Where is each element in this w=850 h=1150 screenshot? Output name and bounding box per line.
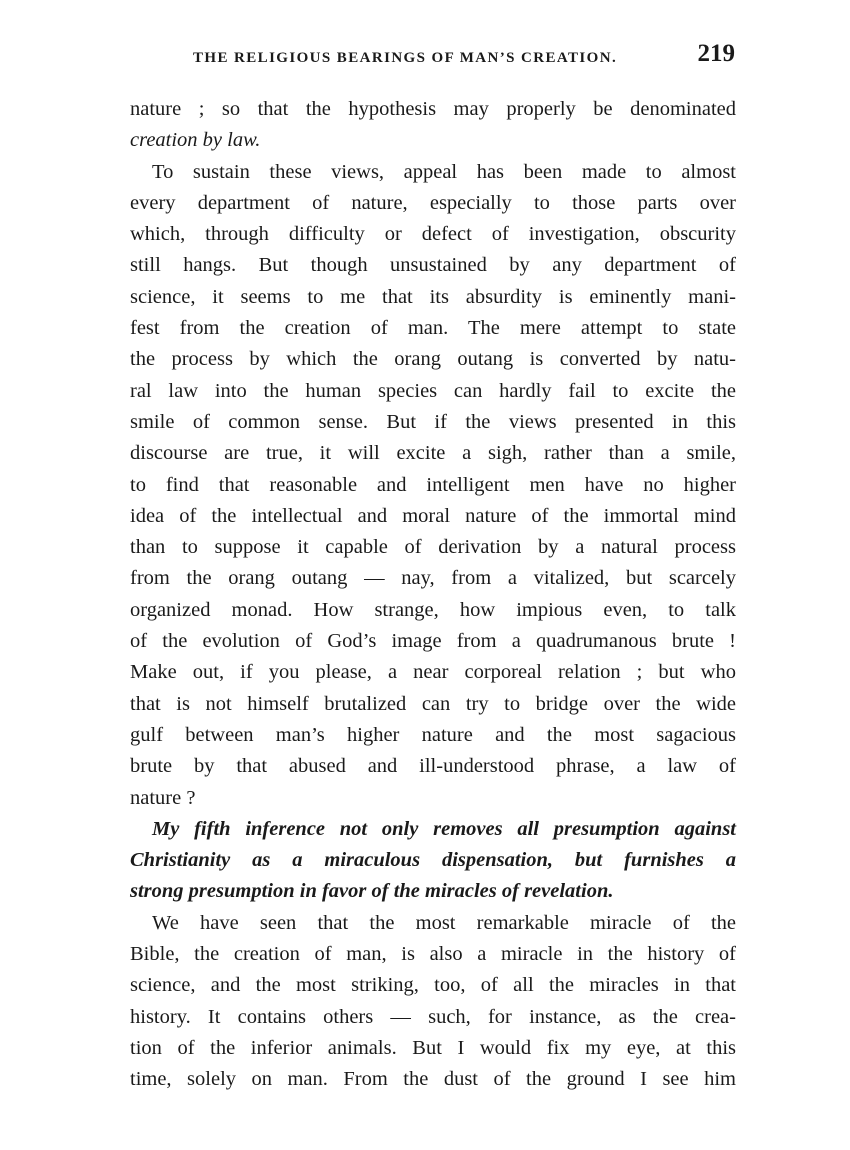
text-line: We have seen that the most remarkable miracle of the: [152, 911, 736, 934]
text-line: Make out, if you please, a near corporeal relation ; but who: [130, 661, 736, 684]
text-line: smile of common sense. But if the views presented in this: [130, 410, 736, 433]
text-line: strong presumption in favor of the miracles of revelation.: [130, 880, 614, 903]
text-line: My fifth inference not only removes all presumption against: [152, 817, 736, 840]
text-line: idea of the intellectual and moral nature of the immortal mind: [130, 504, 736, 527]
text-line: Bible, the creation of man, is also a miracle in the history of: [130, 943, 736, 966]
text-line: discourse are true, it will excite a sigh, rather than a smile,: [130, 442, 736, 465]
text-line: which, through difficulty or defect of investigation, obscurity: [130, 223, 736, 246]
text-line: brute by that abused and ill-understood phrase, a law of: [130, 755, 736, 778]
text-line: organized monad. How strange, how impious even, to talk: [130, 598, 736, 621]
page-header: [130, 40, 735, 80]
body-text: [130, 94, 736, 1096]
text-line: ral law into the human species can hardly fail to excite the: [130, 379, 736, 402]
running-head: THE RELIGIOUS BEARINGS OF MAN’S CREATION.: [193, 50, 618, 66]
text-line: gulf between man’s higher nature and the most sagacious: [130, 723, 736, 746]
text-line: nature ; so that the hypothesis may properly be denominated: [130, 98, 736, 120]
text-line: nature ?: [130, 786, 196, 809]
text-line: from the orang outang — nay, from a vitalized, but scarcely: [130, 567, 736, 590]
text-line: to find that reasonable and intelligent men have no higher: [130, 473, 736, 496]
text-line: of the evolution of God’s image from a quadrumanous brute !: [130, 630, 736, 653]
text-line: every department of nature, especially to those parts over: [130, 191, 736, 214]
text-line: fest from the creation of man. The mere attempt to state: [130, 317, 736, 340]
text-line: To sustain these views, appeal has been made to almost: [152, 160, 736, 183]
text-line: still hangs. But though unsustained by any department of: [130, 254, 736, 277]
text-line: time, solely on man. From the dust of the ground I see him: [130, 1068, 736, 1091]
text-line: science, and the most striking, too, of all the miracles in that: [130, 974, 736, 997]
text-line: that is not himself brutalized can try to bridge over the wide: [130, 692, 736, 715]
text-line: science, it seems to me that its absurdity is eminently mani-: [130, 285, 736, 308]
text-line: than to suppose it capable of derivation by a natural process: [130, 536, 736, 559]
text-line: creation by law.: [130, 129, 261, 152]
text-line: Christianity as a miraculous dispensation, but furnishes a: [130, 849, 736, 872]
page-number: 219: [697, 40, 735, 67]
text-line: tion of the inferior animals. But I would fix my eye, at this: [130, 1036, 736, 1059]
text-line: the process by which the orang outang is converted by natu-: [130, 348, 736, 371]
text-line: history. It contains others — such, for instance, as the crea-: [130, 1005, 736, 1028]
